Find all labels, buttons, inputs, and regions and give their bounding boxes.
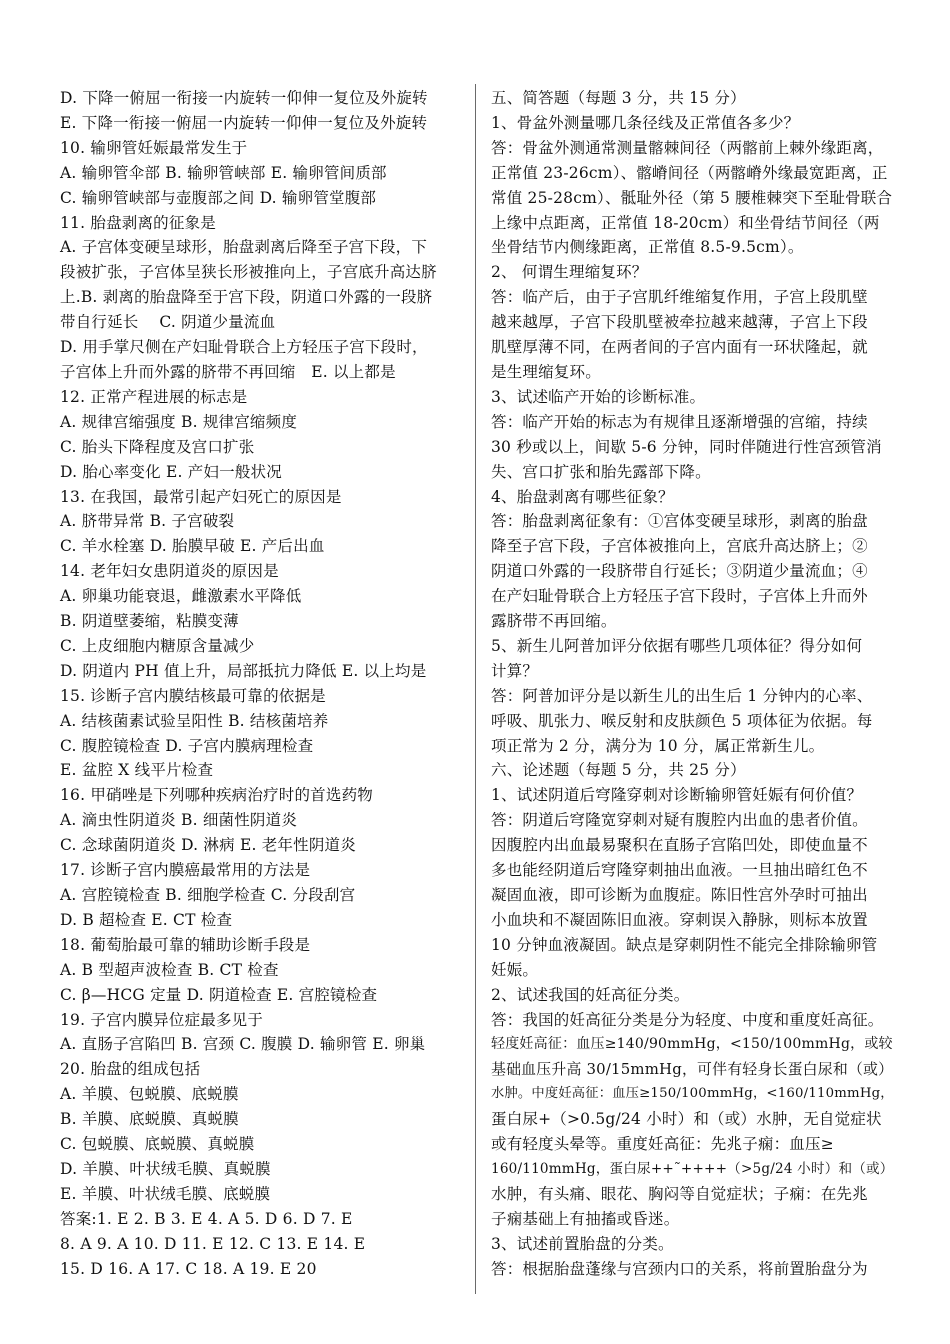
right-column-line: 答：阿普加评分是以新生儿的出生后 1 分钟内的心率、 [491,686,873,705]
left-column-line: 15. D 16. A 17. C 18. A 19. E 20 [60,1259,317,1278]
right-column-line: 水肿，有头痛、眼花、胸闷等自觉症状；子痫：在先兆 [491,1184,868,1203]
right-column-line: 答：阴道后穹隆宽穿刺对疑有腹腔内出血的患者价值。 [491,811,868,830]
right-column-line: 基础血压升高 30/15mmHg，可伴有轻身长蛋白尿和（或） [491,1060,894,1079]
right-column-line: 五、简答题（每题 3 分，共 15 分） [491,89,746,107]
right-column-line: 轻度妊高征：血压≥140/90mmHg，<150/100mmHg，或较 [491,1036,893,1053]
right-column-line: 1、骨盆外测量哪几条径线及正常值各多少？ [491,113,800,132]
left-column-line: A. 规律宫缩强度 B. 规律宫缩频度 [60,412,298,431]
left-column-line: D. 胎心率变化 E. 产妇一般状况 [60,462,282,481]
right-column-line: 阴道口外露的一段脐带自行延长；③阴道少量流血；④ [491,562,868,581]
left-column-line: E. 盆腔 X 线平片检查 [60,761,214,780]
left-column-line: 17. 诊断子宫内膜癌最常用的方法是 [60,861,311,880]
left-column-line: 段被扩张，子宫体呈狭长形被推向上，子宫底升高达脐 [60,263,437,282]
left-column-line: A. 输卵管伞部 B. 输卵管峡部 E. 输卵管间质部 [60,163,387,182]
left-column-line: 11. 胎盘剥离的征象是 [60,213,216,232]
left-column-line: 10. 输卵管妊娠最常发生于 [60,138,248,157]
left-column-line: 上.B. 剥离的胎盘降至于宫下段，阴道口外露的一段脐 [60,288,433,307]
right-column-line: 项正常为 2 分，满分为 10 分，属正常新生儿。 [491,736,825,755]
left-column-line: C. 念球菌阴道炎 D. 淋病 E. 老年性阴道炎 [60,836,356,855]
right-column [491,86,893,1282]
left-column-line: C. 输卵管峡部与壶腹部之间 D. 输卵管堂腹部 [60,188,377,207]
left-column-line: C. 腹腔镜检查 D. 子宫内膜病理检查 [60,736,314,755]
left-column-line: 20. 胎盘的组成包括 [60,1060,201,1079]
left-column-line: E. 下降一衔接一俯屈一内旋转一仰伸一复位及外旋转 [60,113,428,132]
right-column-line: 2、 何谓生理缩复环？ [491,263,648,282]
left-column-line: D. 羊膜、叶状绒毛膜、真蜕膜 [60,1159,271,1178]
right-column-line: 失、宫口扩张和胎先露部下降。 [491,462,711,481]
right-column-line: 答：骨盆外测通常测量髂棘间径（两髂前上棘外缘距离， [491,138,884,157]
right-column-line: 正常值 23-26cm）、髂嵴间径（两髂嵴外缘最宽距离，正 [491,163,888,182]
left-column-line: A. 宫腔镜检查 B. 细胞学检查 C. 分段刮宫 [60,886,356,904]
right-column-line: 坐骨结节内侧缘距离，正常值 8.5-9.5cm）。 [491,238,804,257]
right-column-line: 3、试述临产开始的诊断标准。 [491,387,706,406]
left-column-line: D. 下降一俯屈一衔接一内旋转一仰伸一复位及外旋转 [60,89,428,107]
right-column-line: 10 分钟血液凝固。缺点是穿刺阴性不能完全排除输卵管 [491,935,878,954]
right-column-line: 3、试述前置胎盘的分类。 [491,1234,674,1253]
right-column-line: 妊娠。 [491,960,539,979]
right-column-line: 4、胎盘剥离有哪些征象？ [491,487,674,506]
right-column-line: 水肿。中度妊高征：血压≥150/100mmHg，<160/110mmHg， [491,1086,894,1102]
left-column [60,86,460,1282]
right-column-line: 因腹腔内出血最易聚积在直肠子宫陷凹处，即使血量不 [491,836,868,855]
right-column-line: 六、论述题（每题 5 分，共 25 分） [491,761,746,780]
right-column-line: 答：我国的妊高征分类是分为轻度、中度和重度妊高征。 [491,1010,884,1029]
left-column-line: A. B 型超声波检查 B. CT 检查 [60,960,279,979]
left-column-line: C. 羊水栓塞 D. 胎膜早破 E. 产后出血 [60,537,325,556]
right-column-line: 小血块和不凝固陈旧血液。穿刺误入静脉，则标本放置 [491,910,868,929]
left-column-line: C. 上皮细胞内糖原含量减少 [60,636,255,655]
left-column-line: B. 羊膜、底蜕膜、真蜕膜 [60,1110,239,1129]
left-column-line: D. 阴道内 PH 值上升，局部抵抗力降低 E. 以上均是 [60,661,427,680]
left-column-line: A. 卵巢功能衰退，雌激素水平降低 [60,587,302,606]
left-column-line: A. 羊膜、包蜕膜、底蜕膜 [60,1085,239,1104]
right-column-line: 越来越厚，子宫下段肌壁被牵拉越来越薄，子宫上下段 [491,313,868,332]
left-column-line: 16. 甲硝唑是下列哪种疾病治疗时的首选药物 [60,786,373,805]
left-column-line: 子宫体上升而外露的脐带不再回缩 E. 以上都是 [60,362,396,381]
right-column-line: 或有轻度头晕等。重度妊高征：先兆子痫：血压≥ [491,1135,834,1154]
right-column-line: 5、新生儿阿普加评分依据有哪些几项体征？得分如何 [491,636,863,655]
left-column-line: 13. 在我国，最常引起产妇死亡的原因是 [60,487,342,506]
right-column-line: 肌壁厚薄不同，在两者间的子宫内面有一环状隆起，就 [491,338,868,357]
left-column-line: 8. A 9. A 10. D 11. E 12. C 13. E 14. E [60,1234,366,1253]
right-column-line: 露脐带不再回缩。 [491,612,617,631]
right-column-line: 是生理缩复环。 [491,362,601,381]
column-divider [475,84,476,1294]
left-column-line: A. 子宫体变硬呈球形，胎盘剥离后降至子宫下段，下 [60,238,428,257]
right-column-line: 答：胎盘剥离征象有：①宫体变硬呈球形，剥离的胎盘 [491,512,868,531]
left-column-line: A. 滴虫性阴道炎 B. 细菌性阴道炎 [60,811,298,830]
left-column-line: D. B 超检查 E. CT 检查 [60,910,233,929]
left-column-line: A. 脐带异常 B. 子宫破裂 [60,512,235,531]
right-column-line: 蛋白尿+（>0.5g/24 小时）和（或）水肿，无自觉症状 [491,1110,882,1129]
left-column-line: B. 阴道壁萎缩，粘膜变薄 [60,612,239,631]
right-column-line: 2、试述我国的妊高征分类。 [491,985,690,1004]
left-column-line: 19. 子宫内膜异位症最多见于 [60,1010,264,1029]
left-column-line: C. 胎头下降程度及宫口扩张 [60,437,255,456]
right-column-line: 呼吸、肌张力、喉反射和皮肤颜色 5 项体征为依据。每 [491,711,873,730]
right-column-line: 计算？ [491,661,539,680]
left-column-line: E. 羊膜、叶状绒毛膜、底蜕膜 [60,1184,271,1203]
right-column-line: 在产妇耻骨联合上方轻压子宫下段时，子宫体上升而外 [491,587,868,606]
left-column-line: A. 结核菌素试验呈阳性 B. 结核菌培养 [60,711,329,730]
right-column-line: 30 秒或以上，间歇 5-6 分钟，同时伴随进行性宫颈管消 [491,437,882,456]
right-column-line: 子痫基础上有抽搐或昏迷。 [491,1209,680,1228]
left-column-line: 12. 正常产程进展的标志是 [60,387,248,406]
left-column-line: C. 包蜕膜、底蜕膜、真蜕膜 [60,1135,255,1154]
right-column-line: 凝固血液，即可诊断为血腹症。陈旧性宫外孕时可抽出 [491,886,868,904]
left-column-line: 15. 诊断子宫内膜结核最可靠的依据是 [60,686,326,705]
left-column-line: D. 用手掌尺侧在产妇耻骨联合上方轻压子宫下段时， [60,338,428,357]
left-column-line: 14. 老年妇女患阴道炎的原因是 [60,562,279,581]
right-column-line: 常值 25-28cm）、骶耻外径（第 5 腰椎棘突下至耻骨联合 [491,188,893,207]
left-column-line: C. β—HCG 定量 D. 阴道检查 E. 宫腔镜检查 [60,985,378,1004]
right-column-line: 降至子宫下段，子宫体被推向上，宫底升高达脐上；② [491,537,868,556]
left-column-line: 18. 葡萄胎最可靠的辅助诊断手段是 [60,935,311,954]
right-column-line: 答：根据胎盘蓬缘与宫颈内口的关系，将前置胎盘分为 [491,1259,868,1278]
right-column-line: 1、试述阴道后穹隆穿刺对诊断输卵管妊娠有何价值？ [491,786,863,805]
right-column-line: 多也能经阴道后穹隆穿刺抽出血液。一旦抽出暗红色不 [491,861,868,880]
left-column-line: 答案:1. E 2. B 3. E 4. A 5. D 6. D 7. E [60,1209,353,1228]
left-column-line: A. 直肠子宫陷凹 B. 宫颈 C. 腹膜 D. 输卵管 E. 卵巢 [60,1035,426,1054]
right-column-line: 答：临产开始的标志为有规律且逐渐增强的宫缩，持续 [491,412,868,431]
right-column-line: 答：临产后，由于子宫肌纤维缩复作用，子宫上段肌壁 [491,288,868,307]
left-column-line: 带自行延长 C. 阴道少量流血 [60,313,276,332]
right-column-line: 上缘中点距离，正常值 18-20cm）和坐骨结节间径（两 [491,213,880,232]
right-column-line: 160/110mmHg，蛋白尿++˜++++（>5g/24 小时）和（或） [491,1160,894,1177]
